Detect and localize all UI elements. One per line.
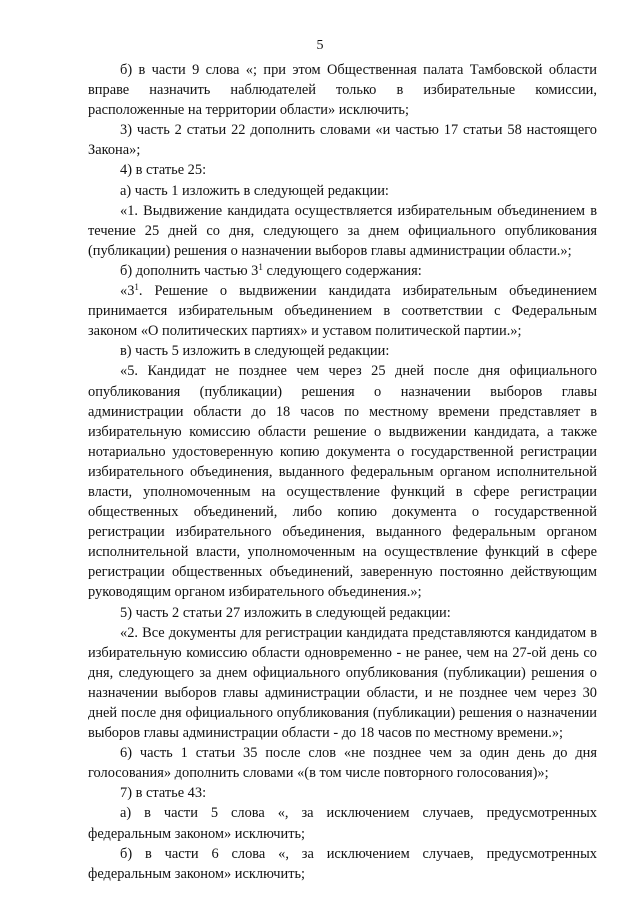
paragraph-6-article35: 6) часть 1 статьи 35 после слов «не позднее чем за один день до дня голосования» дополнить словами «(в том числе повторного голосования)»; <box>88 745 597 782</box>
page-number: 5 <box>316 38 324 53</box>
paragraph-4b-text-after: . Решение о выдвижении кандидата избирательным объединением принимается избирательным объединением в соответствии с Федеральным законом «О политических партиях» и уставом политической партии.»; <box>88 283 597 340</box>
paragraph-4v-heading: в) часть 5 изложить в следующей редакции: <box>120 343 390 360</box>
paragraph-4b-heading <box>88 261 597 281</box>
paragraph-7a-part5: а) в части 5 слова «, за исключением случаев, предусмотренных федеральным законом» исключить; <box>88 805 597 842</box>
document-body <box>88 60 597 884</box>
paragraph-4a-text: «1. Выдвижение кандидата осуществляется избирательным объединением в течение 25 дней со дня, следующего за днем официального опубликования (публикации) решения о назначении выборов главы администрации области.»; <box>88 202 597 259</box>
paragraph-7b-part6: б) в части 6 слова «, за исключением случаев, предусмотренных федеральным законом» исключить; <box>88 845 597 882</box>
paragraph-4b-text-before: «3 <box>120 283 135 300</box>
paragraph-1b-part9: б) в части 9 слова «; при этом Общественная палата Тамбовской области вправе назначить наблюдателей только в избирательные комиссии, расположенные на территории области» исключить; <box>88 62 597 119</box>
paragraph-7-article43: 7) в статье 43: <box>120 785 207 802</box>
superscript-1: 1 <box>258 261 263 272</box>
paragraph-4b-before: б) дополнить частью 3 <box>120 262 259 279</box>
superscript-1: 1 <box>134 282 139 293</box>
paragraph-3-article22: 3) часть 2 статьи 22 дополнить словами «и частью 17 статьи 58 настоящего Закона»; <box>88 122 597 159</box>
paragraph-4b-after: следующего содержания: <box>262 262 422 279</box>
paragraph-4b-text <box>88 281 597 341</box>
paragraph-4a-heading: а) часть 1 изложить в следующей редакции: <box>120 182 389 199</box>
paragraph-5-text: «2. Все документы для регистрации кандидата представляются кандидатом в избирательную комиссию области одновременно - не ранее, чем на 27-ой день со дня, следующего за днем официального опубликования (публикации) решения о назначении выборов главы администрации области, и не позднее чем через 30 дней после дня официального опубликования (публикации) решения о назначении выборов главы администрации области - до 18 часов по местному времени.»; <box>88 624 597 742</box>
paragraph-4v-text: «5. Кандидат не позднее чем через 25 дней после дня официального опубликования (публикации) решения о назначении выборов главы администрации области до 18 часов по местному времени представляет в избирательную комиссию области решение о выдвижении кандидата, а также нотариально удостоверенную копию документа о государственной регистрации избирательного объединения, выданного федеральным органом исполнительной власти, уполномоченным на осуществление функций в сфере регистрации общественных объединений, либо копию документа о государственной регистрации избирательного объединения, выданного федеральным органом исполнительной власти, уполномоченным на осуществление функций в сфере регистрации общественных объединений, заверенную постоянно действующим руководящим органом избирательного объединения.»; <box>88 363 597 601</box>
paragraph-5-article27: 5) часть 2 статьи 27 изложить в следующей редакции: <box>120 604 451 621</box>
paragraph-4-article25: 4) в статье 25: <box>120 162 207 179</box>
